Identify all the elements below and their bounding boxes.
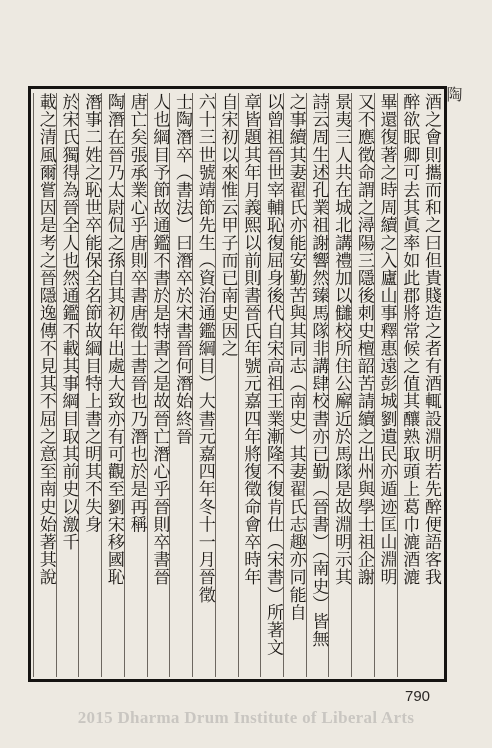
text-column: 自宋初以來惟云甲子而已南史因之 bbox=[215, 93, 239, 677]
text-column: 載之清風爾嘗因是考之晉隱逸傳不見其不屈之意至南史始著其說 bbox=[33, 93, 57, 677]
margin-mark: 陶 bbox=[444, 86, 463, 102]
text-column: 潛事二姓之恥世卒能保全名節故綱目特上書之明其不失身 bbox=[78, 93, 102, 677]
text-column: 六十三世號靖節先生（資治通鑑綱目）大書元嘉四年冬十一月晉徵 bbox=[192, 93, 216, 677]
text-column: 又不應徵命謂之潯陽三隱後刺史檀韶苦請續之出州與學士祖企謝 bbox=[351, 93, 375, 677]
text-column: 人也綱目予節故通鑑不書於是特書之是故晉亡潛心乎晉則卒書晉 bbox=[147, 93, 171, 677]
text-columns bbox=[33, 93, 442, 677]
text-column: 章皆題其年月義熙以前則書晉氏年號元嘉四年將復徵命會卒時年 bbox=[238, 93, 262, 677]
text-column: 酒之會則攜而和之曰但貴賤造之者有酒輒設淵明若先醉便語客我 bbox=[420, 93, 441, 586]
text-column: 景夷三人共在城北講禮加以讎校所住公廨近於馬隊是故淵明示其 bbox=[328, 93, 352, 677]
page-number: 790 bbox=[405, 688, 431, 705]
text-column: 之事續其妻翟氏亦能安勤苦與其同志（南史）其妻翟氏志趣亦同能自 bbox=[283, 93, 307, 677]
text-column: 士陶潛卒（書法）曰潛卒於宋書晉何潛始終晉 bbox=[169, 93, 193, 677]
watermark-footer: 2015 Dharma Drum Institute of Liberal Arts bbox=[77, 708, 415, 727]
text-column: 詩云周生述孔業祖謝響然臻馬隊非講肆校書亦已勤（晉書）（南史）皆無 bbox=[306, 93, 330, 677]
text-column: 以曾祖晉世宰輔恥復屈身後代自宋高祖王業漸隆不復肯仕（宋書）所著文 bbox=[260, 93, 284, 677]
text-column: 陶潛在晉乃太尉侃之孫自其初年出處大致亦有可觀至劉宋移國恥 bbox=[101, 93, 125, 677]
text-column: 唐亡矣張承業心乎唐則卒書唐徵士書晉也乃潛也於是再稱 bbox=[124, 93, 148, 677]
text-column: 畢還復著之時周續之入廬山事釋惠遠彭城劉遺民亦遁迹匡山淵明 bbox=[374, 93, 398, 677]
text-column: 於宋氏獨得為晉全人也然通鑑不載其事綱目取其前史以激千 bbox=[56, 93, 80, 677]
text-column: 醉欲眠卿可去其眞率如此郡將常候之值其釀熟取頭上葛巾漉酒漉 bbox=[397, 93, 421, 677]
